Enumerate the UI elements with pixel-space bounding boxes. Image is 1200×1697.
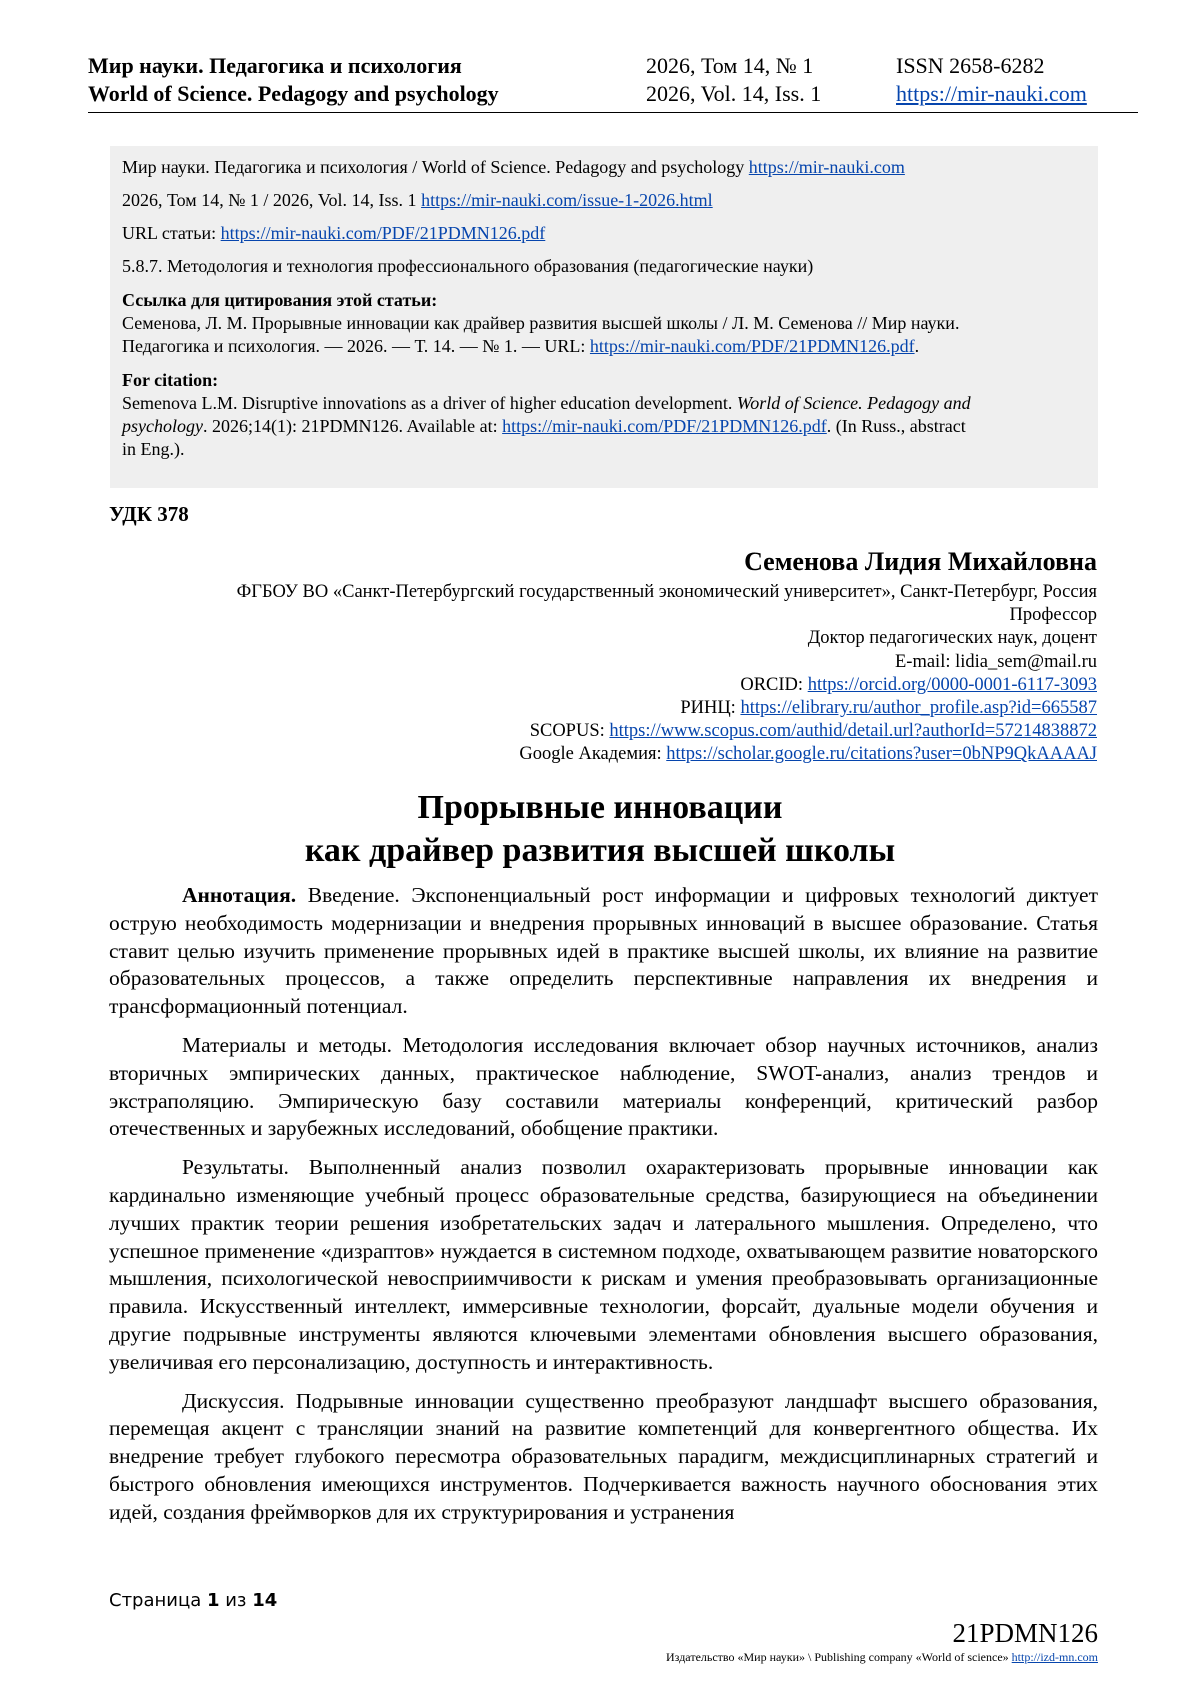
cite-ru-link[interactable]: https://mir-nauki.com/PDF/21PDMN126.pdf	[589, 336, 915, 356]
page-current: 1	[206, 1590, 220, 1611]
publisher-text: Издательство «Мир науки» \ Publishing company «World of science»	[666, 1650, 1012, 1664]
site-link[interactable]: https://mir-nauki.com	[896, 81, 1087, 106]
cite-en-line3: in Eng.).	[122, 439, 185, 459]
citation-box	[110, 146, 1098, 488]
scholar-link[interactable]: https://scholar.google.ru/citations?user=0bNP9QkAAAAJ	[666, 744, 1097, 765]
journal-name-en: World of Science. Pedagogy and psychology	[88, 81, 499, 106]
cite-en-heading: For citation:	[122, 370, 219, 390]
abstract-results: Результаты. Выполненный анализ позволил охарактеризовать прорывные инновации как кардинально изменяющие учебный процесс образовательные средства, базирующиеся на объединении лучших практик теории решения изобретательских задач и латерального мышления. Определено, что успешное применение «дизраптов» нуждается в системном подходе, охватывающем развитие новаторского мышления, психологической невосприимчивости к рискам и умения преобразовывать организационные правила. Искусственный интеллект, иммерсивные технологии, форсайт, дуальные модели обучения и другие подрывные инструменты являются ключевыми элементами обновления высшего образования, увеличивая его персонализацию, доступность и интерактивность.	[109, 1155, 1098, 1374]
abstract-intro	[109, 882, 1098, 1021]
cite-en-journal-italic-2: psychology	[122, 416, 203, 436]
citebox-issue-link[interactable]: https://mir-nauki.com/issue-1-2026.html	[421, 190, 713, 210]
abstract-discussion: Дискуссия. Подрывные инновации существенно преобразуют ландшафт высшего образования, перемещая акцент с трансляции знаний на развитие компетенций для конвергентного общества. Их внедрение требует глубокого пересмотра образовательных парадигм, междисциплинарных стратегий и быстрого обновления имеющихся инструментов. Подчеркивается важность научного обоснования этих идей, создания фреймворков для их структурирования и устранения	[109, 1388, 1098, 1524]
title-line-2: как драйвер развития высшей школы	[304, 832, 896, 869]
rinc-link[interactable]: https://elibrary.ru/author_profile.asp?id=665587	[740, 698, 1097, 719]
issn-block	[896, 52, 1087, 108]
issue-info	[646, 52, 821, 108]
page-middle: из	[219, 1590, 253, 1611]
author-scholar	[97, 743, 1097, 766]
issue-ru: 2026, Том 14, № 1	[646, 53, 814, 78]
cite-en-link[interactable]: https://mir-nauki.com/PDF/21PDMN126.pdf	[502, 416, 827, 436]
title-line-1: Прорывные инновации	[417, 789, 783, 826]
abstract-intro-text: Введение. Экспоненциальный рост информации и цифровых технологий диктует острую необходимость модернизации и внедрения прорывных инноваций в высшее образование. Статья ставит целью изучить применение прорывных идей в практике высшей школы, их влияние на развитие образовательных процессов, а также определить перспективные направления их внедрения и трансформационный потенциал.	[109, 883, 1098, 1019]
cite-ru-line2-text: Педагогика и психология. — 2026. — Т. 14. — № 1. — URL:	[122, 336, 590, 356]
journal-name	[88, 52, 499, 108]
author-block	[97, 545, 1097, 767]
issn: ISSN 2658-6282	[896, 53, 1045, 78]
page-prefix: Страница	[109, 1590, 207, 1611]
page-total: 14	[252, 1590, 278, 1611]
citebox-journal-link[interactable]: https://mir-nauki.com	[748, 157, 905, 177]
citebox-journal-text: Мир науки. Педагогика и психология / World of Science. Pedagogy and psychology	[122, 157, 749, 177]
cite-ru-heading: Ссылка для цитирования этой статьи:	[122, 290, 438, 310]
page-number	[109, 1590, 277, 1611]
scopus-link[interactable]: https://www.scopus.com/authid/detail.url?authorId=57214838872	[609, 721, 1097, 742]
scopus-label: SCOPUS:	[529, 721, 610, 742]
rinc-label: РИНЦ:	[680, 698, 741, 719]
abstract-methods: Материалы и методы. Методология исследования включает обзор научных источников, анализ вторичных эмпирических данных, практическое наблюдение, SWOT-анализ, анализ трендов и экстраполяцию. Эмпирическую базу составили материалы конференций, критический разбор отечественных и зарубежных исследований, обобщение практики.	[109, 1032, 1098, 1141]
cite-en-journal-italic: World of Science. Pedagogy and	[736, 393, 971, 413]
author-affiliation: ФГБОУ ВО «Санкт-Петербургский государственный экономический университет», Санкт-Петербург, Россия	[236, 582, 1097, 602]
author-orcid	[97, 674, 1097, 697]
citebox-url-text: URL статьи:	[122, 223, 221, 243]
abstract-label: Аннотация.	[182, 883, 297, 907]
citebox-issue-line	[122, 189, 1082, 212]
cite-en-line2	[122, 415, 1082, 438]
cite-en-line1	[122, 392, 1082, 415]
citebox-specialty: 5.8.7. Методология и технология профессионального образования (педагогические науки)	[122, 256, 814, 276]
orcid-link[interactable]: https://orcid.org/0000-0001-6117-3093	[807, 674, 1097, 695]
article-title	[100, 786, 1100, 872]
author-rinc	[97, 697, 1097, 720]
author-position: Профессор	[1009, 605, 1097, 626]
author-email: E-mail: lidia_sem@mail.ru	[895, 651, 1097, 672]
author-degree: Доктор педагогических наук, доцент	[807, 628, 1097, 649]
citebox-article-link[interactable]: https://mir-nauki.com/PDF/21PDMN126.pdf	[220, 223, 546, 243]
cite-en-line2-text: . 2026;14(1): 21PDMN126. Available at:	[202, 416, 503, 436]
cite-ru-line1: Семенова, Л. М. Прорывные инновации как драйвер развития высшей школы / Л. М. Семенова // Мир науки.	[122, 313, 960, 333]
udk-code: УДК 378	[109, 502, 189, 526]
citebox-journal-line	[122, 156, 1082, 179]
running-header	[88, 52, 1138, 113]
article-id: 21PDMN126	[952, 1618, 1098, 1648]
author-scopus	[97, 720, 1097, 743]
orcid-label: ORCID:	[740, 674, 808, 695]
publisher-link[interactable]: http://izd-mn.com	[1011, 1650, 1098, 1664]
abstract	[109, 882, 1098, 1538]
scholar-label: Google Академия:	[519, 744, 667, 765]
cite-en-line1-text: Semenova L.M. Disruptive innovations as a driver of higher education development.	[122, 393, 737, 413]
citebox-url-line	[122, 222, 1082, 245]
cite-ru-end: .	[914, 336, 920, 356]
publisher-line	[666, 1650, 1098, 1665]
citebox-issue-text: 2026, Том 14, № 1 / 2026, Vol. 14, Iss. 1	[122, 190, 422, 210]
author-name: Семенова Лидия Михайловна	[744, 547, 1097, 576]
cite-ru-line2	[122, 335, 1082, 358]
journal-name-ru: Мир науки. Педагогика и психология	[88, 53, 462, 78]
issue-en: 2026, Vol. 14, Iss. 1	[646, 81, 822, 106]
cite-en-line2-end: . (In Russ., abstract	[826, 416, 966, 436]
